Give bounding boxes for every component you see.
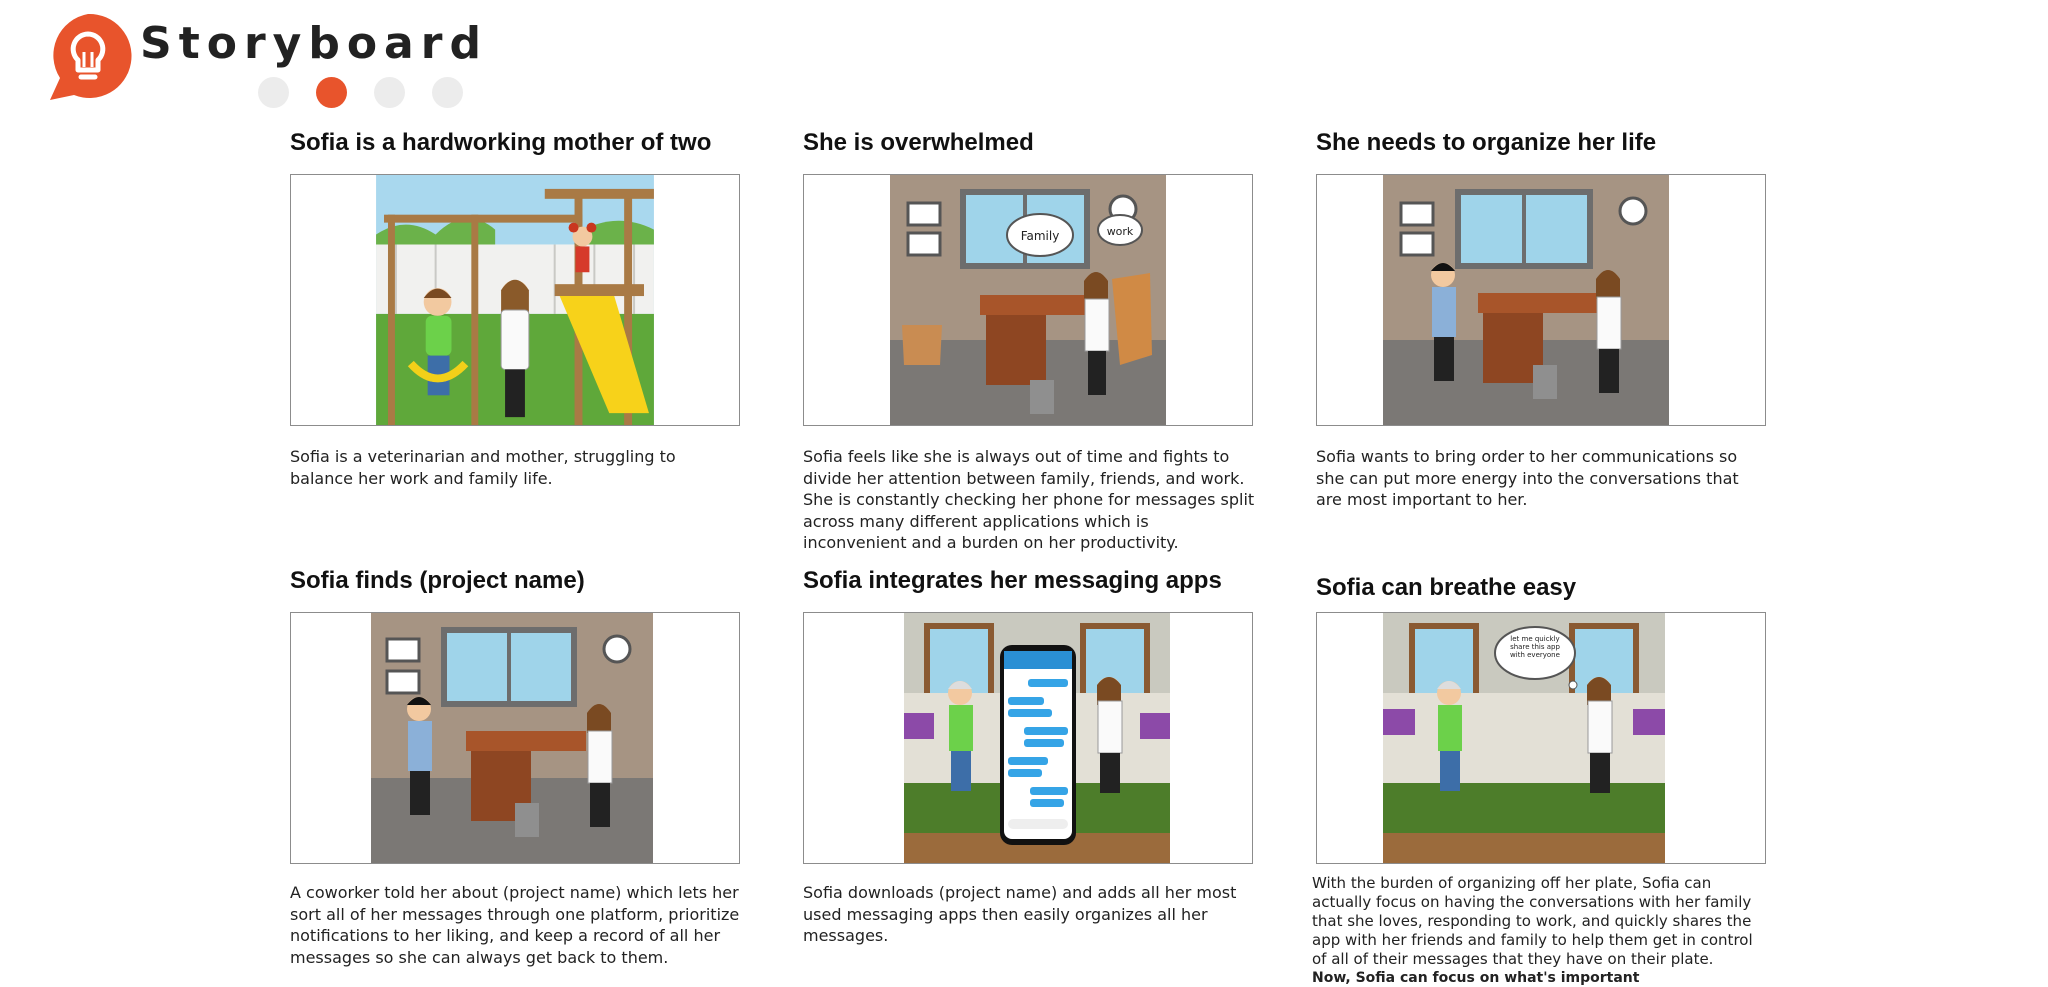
panel-frame (803, 612, 1253, 864)
panel-title: Sofia finds (project name) (290, 567, 585, 594)
panel-title: Sofia integrates her messaging apps (803, 567, 1222, 594)
panel-caption: Sofia downloads (project name) and adds all her most used messaging apps then easily organizes all her messages. (803, 883, 1237, 945)
storyboard-panel-3 (1316, 128, 1766, 509)
panel-title: Sofia can breathe easy (1316, 574, 1577, 601)
scene-illustration (904, 613, 1170, 863)
storyboard-panel-5 (803, 566, 1253, 945)
thought-bubble-2: work (1106, 225, 1134, 238)
lightbulb-chat-icon (44, 12, 132, 100)
panel-caption (1312, 874, 1764, 987)
storyboard-panel-4 (290, 566, 740, 967)
panel-frame (1316, 174, 1766, 426)
scene-illustration (890, 175, 1166, 425)
panel-frame (1316, 612, 1766, 864)
app-title: Storyboard (140, 18, 488, 69)
step-dot-2-active[interactable] (316, 77, 347, 108)
panel-frame (290, 174, 740, 426)
panel-title: Sofia is a hardworking mother of two (290, 129, 712, 156)
step-dot-4[interactable] (432, 77, 463, 108)
storyboard-panel-1 (290, 128, 740, 488)
scene-illustration (1383, 175, 1669, 425)
scene-illustration (1383, 613, 1665, 863)
step-dot-3[interactable] (374, 77, 405, 108)
storyboard-panel-2 (803, 128, 1255, 552)
step-dot-1[interactable] (258, 77, 289, 108)
storyboard-panel-6 (1312, 573, 1766, 986)
scene-illustration (375, 175, 655, 426)
panel-title: She needs to organize her life (1316, 129, 1657, 156)
panel-caption: A coworker told her about (project name) which lets her sort all of her messages through one platform, prioritize notifications to her liking, and keep a record of all her messages so she can always get back to them. (290, 883, 740, 967)
scene-illustration (371, 613, 653, 863)
panel-title: She is overwhelmed (803, 129, 1034, 156)
step-indicator (258, 77, 463, 108)
panel-caption: Sofia is a veterinarian and mother, struggling to balance her work and family life. (290, 447, 676, 488)
panel-frame (803, 174, 1253, 426)
panel-caption-emphasis: Now, Sofia can focus on what's important (1312, 970, 1640, 986)
panel-caption: Sofia wants to bring order to her communications so she can put more energy into the conversations that are most important to her. (1316, 447, 1739, 509)
thought-bubble: let me quickly share this app with everyone (1510, 635, 1560, 659)
panel-frame (290, 612, 740, 864)
thought-bubble-1: Family (1020, 229, 1060, 243)
panel-caption-text: With the burden of organizing off her plate, Sofia can actually focus on having the conversations with her family that she loves, responding to work, and quickly shares the app with her friends and family to help them get in control of all of their messages that they have on their plate. (1312, 874, 1753, 968)
panel-caption: Sofia feels like she is always out of time and fights to divide her attention between family, friends, and work. She is constantly checking her phone for messages split across many different applications which is inconvenient and a burden on her productivity. (803, 447, 1255, 552)
